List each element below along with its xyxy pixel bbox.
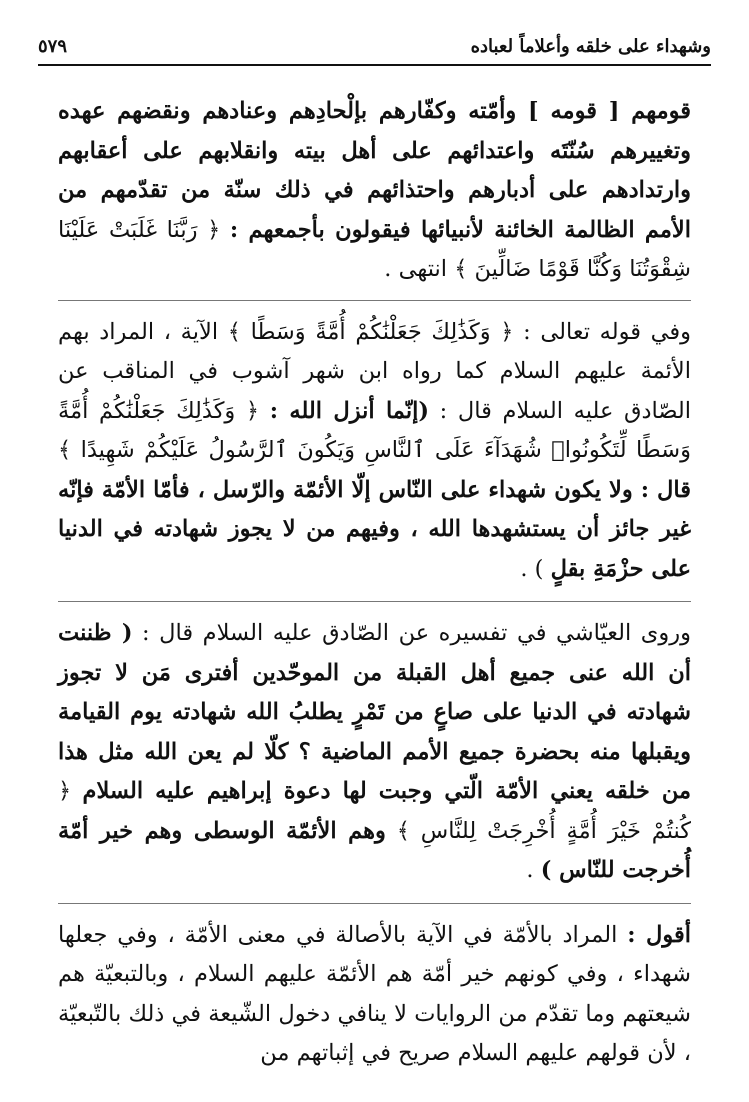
paragraph-4-lead: أقول : xyxy=(627,921,691,948)
paragraph-2-bold-1: (إنّما أنزل الله : xyxy=(269,397,429,424)
paragraph-1-quran-verse: ﴿ رَبَّنَا غَلَبَتْ عَلَيْنَا شِقْوَتُنَا وَكُنَّا قَوْمًا ضَالِّينَ ﴾ xyxy=(58,216,691,282)
header-rule xyxy=(38,64,711,66)
paragraph-4 xyxy=(58,916,691,1074)
paragraph-2-intro: وفي قوله تعالى : xyxy=(523,318,691,345)
paragraph-2-tail: ) . xyxy=(520,555,544,582)
paragraph-3 xyxy=(58,614,691,891)
paragraph-2-bold-2: قال : ولا يكون شهداء على النّاس إلّا الأئمّة والرّسل ، فأمّا الأمّة فإنّه غير جائز أن يستشهدها الله ، وفيهم من لا يجوز شهادته في الدنيا على حزْمَةِ بقلٍ xyxy=(58,476,691,582)
page-number: ٥٧٩ xyxy=(38,35,68,57)
paragraph-3-tail: . xyxy=(526,857,534,883)
separator-rule xyxy=(58,903,691,904)
paragraph-4-text: المراد بالأمّة في الآية بالأصالة في معنى الأمّة ، وفي جعلها شهداء ، وفي كونهم خير أمّة هم الأئمّة عليهم السلام ، وبالتبعيّة هم شيعتهم وما تقدّم من الروايات لا ينافي دخول الشّيعة في ذلك بالتّبعيّة ، لأن قولهم عليهم السلام صريح في إثباتهم من xyxy=(58,921,691,1066)
running-title: وشهداء على خلقه وأعلاماً لعباده xyxy=(470,35,711,57)
paragraph-2 xyxy=(58,313,691,590)
separator-rule xyxy=(58,601,691,602)
paragraph-1 xyxy=(58,92,691,290)
page-body xyxy=(58,92,691,1086)
separator-rule xyxy=(58,300,691,301)
paragraph-1-tail: انتهى . xyxy=(384,256,448,282)
paragraph-2-quran-verse-2: ﴿ وَكَذَٰلِكَ جَعَلْنَٰكُمْ أُمَّةً وَسَطًا لِّتَكُونُوا۟ شُهَدَآءَ عَلَى ٱلنَّاسِ وَيَكُونَ ٱلرَّسُولُ عَلَيْكُمْ شَهِيدًا ﴾ xyxy=(58,397,691,463)
paragraph-3-quran-verse: ﴿ كُنتُمْ خَيْرَ أُمَّةٍ أُخْرِجَتْ لِلنَّاسِ ﴾ xyxy=(58,778,692,844)
paragraph-3-bold-2: وهم الأئمّة الوسطى وهم خير أمّة أُخرجت للنّاس ) xyxy=(58,817,691,883)
paragraph-3-intro: وروى العيّاشي في تفسيره عن الصّادق عليه السلام قال : xyxy=(142,620,691,646)
paragraph-1-bold: قومهم [ قومه ] وأمّته وكفّارهم بإلْحادِهم وعنادهم ونقضهم عهده وتغييرهم سُنّتَه واعتدائهم على أهل بيته وانقلابهم على أعقابهم وارتدادهم على أدبارهم واحتذائهم في ذلك سنّة من تقدّمهم من الأمم الظالمة الخائنة لأنبيائها فيقولون بأجمعهم : xyxy=(58,98,691,243)
paragraph-2-mid: الآية ، المراد بهم الأئمة عليهم السلام كما رواه ابن شهر آشوب في المناقب عن الصّادق عليه السلام قال : xyxy=(58,318,691,424)
paragraph-3-bold-1: ( ظننت أن الله عنى جميع أهل القبلة من الموحّدين أفترى مَن لا تجوز شهادته في الدنيا على صاعٍ من تَمْرٍ يطلبُ الله شهادته يوم القيامة ويقبلها منه بحضرة جميع الأمم الماضية ؟ كلّا لم يعن الله مثل هذا من خلقه يعني الأمّة الّتي وجبت لها دعوة إبراهيم عليه السلام xyxy=(58,620,691,804)
paragraph-2-quran-verse-1: ﴿ وَكَذَٰلِكَ جَعَلْنَٰكُمْ أُمَّةً وَسَطًا ﴾ xyxy=(227,318,514,345)
page-header xyxy=(38,32,711,60)
